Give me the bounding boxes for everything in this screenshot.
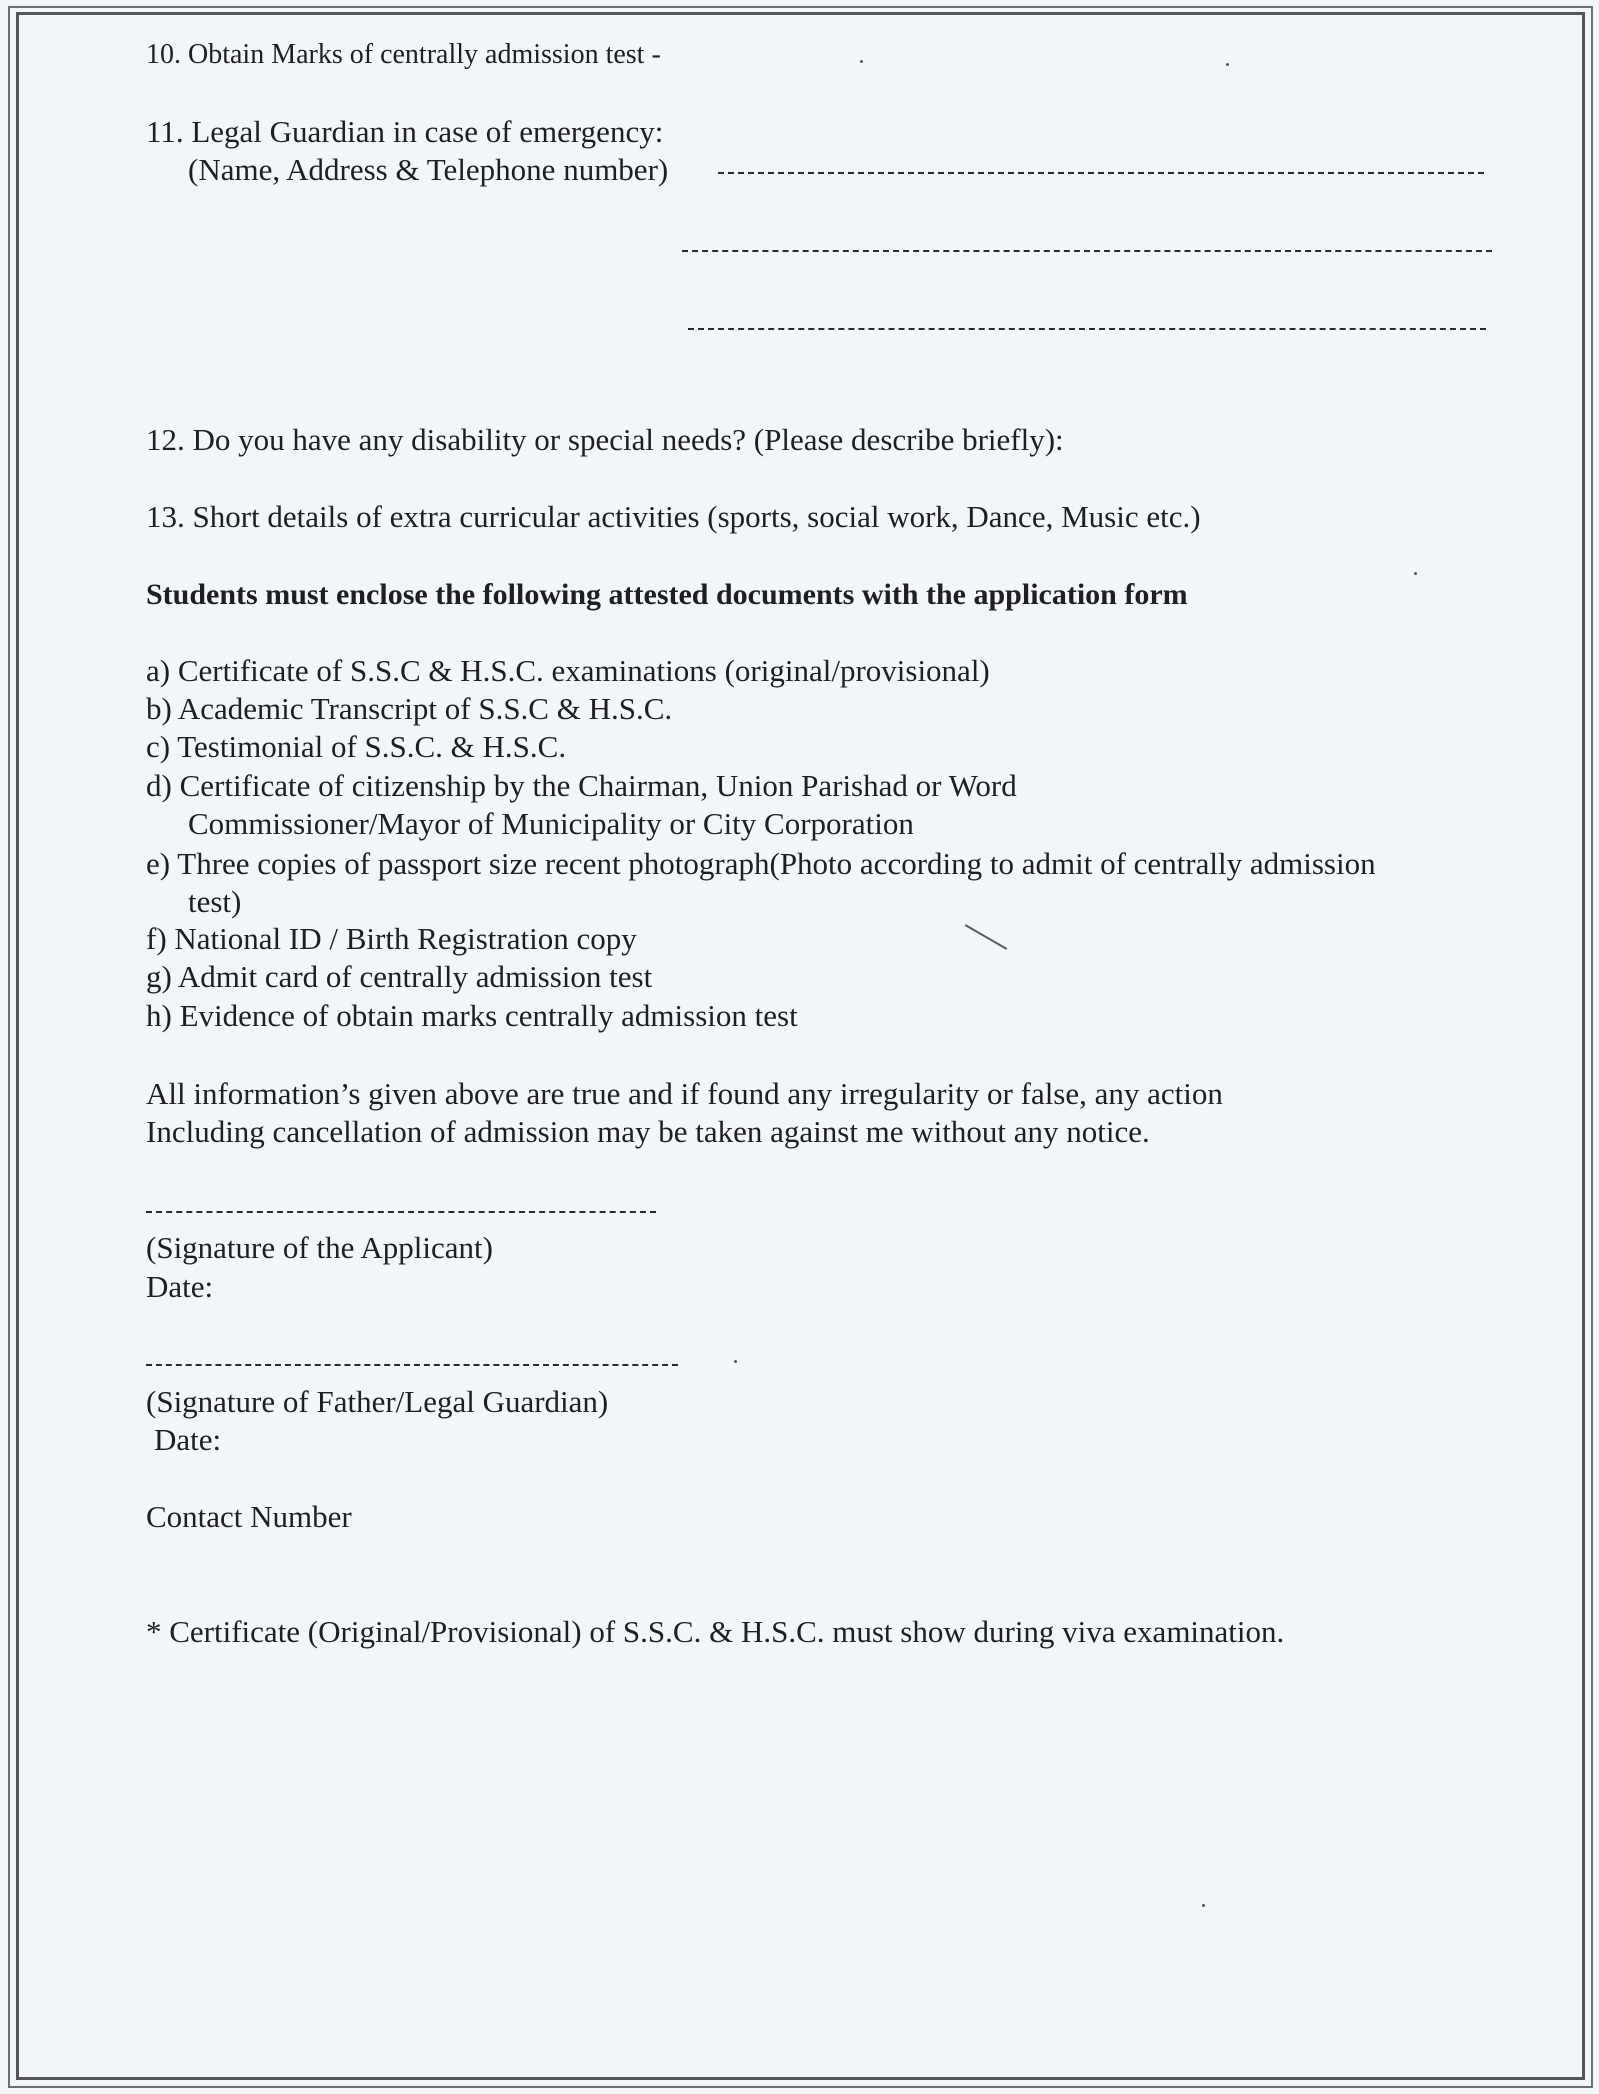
document-item: a) Certificate of S.S.C & H.S.C. examinations (original/provisional)	[146, 653, 990, 688]
document-item: d) Certificate of citizenship by the Chairman, Union Parishad or Word	[146, 768, 1017, 803]
document-item: e) Three copies of passport size recent photograph(Photo according to admit of centrally admission	[146, 846, 1376, 881]
document-item: c) Testimonial of S.S.C. & H.S.C.	[146, 729, 567, 764]
guardian-answer-line-3[interactable]	[688, 328, 1486, 330]
scan-speck	[1414, 572, 1417, 575]
documents-heading: Students must enclose the following attested documents with the application form	[146, 578, 1188, 611]
applicant-date-label: Date:	[146, 1269, 214, 1304]
scan-speck	[1226, 63, 1229, 66]
scan-speck	[734, 1360, 737, 1363]
document-item-continuation: Commissioner/Mayor of Municipality or City Corporation	[188, 806, 914, 841]
guardian-signature-label: (Signature of Father/Legal Guardian)	[146, 1384, 609, 1419]
guardian-signature-line[interactable]	[146, 1364, 678, 1366]
document-item-continuation: test)	[188, 884, 242, 919]
guardian-answer-line-2[interactable]	[682, 250, 1492, 252]
question-13: 13. Short details of extra curricular activities (sports, social work, Dance, Music etc.)	[146, 499, 1201, 534]
question-11-title: 11. Legal Guardian in case of emergency:	[146, 114, 664, 149]
document-item: f) National ID / Birth Registration copy	[146, 921, 637, 956]
question-12: 12. Do you have any disability or special needs? (Please describe briefly):	[146, 422, 1064, 457]
question-11-subtitle: (Name, Address & Telephone number)	[188, 152, 669, 187]
scan-speck	[1202, 1904, 1205, 1907]
guardian-date-label: Date:	[154, 1422, 222, 1457]
question-10: 10. Obtain Marks of centrally admission test -	[146, 39, 661, 70]
document-item: g) Admit card of centrally admission test	[146, 959, 653, 994]
scan-speck	[860, 60, 863, 63]
declaration-line-1: All information’s given above are true and if found any irregularity or false, any action	[146, 1076, 1223, 1111]
document-item: h) Evidence of obtain marks centrally admission test	[146, 998, 798, 1033]
document-item: b) Academic Transcript of S.S.C & H.S.C.	[146, 691, 673, 726]
applicant-signature-label: (Signature of the Applicant)	[146, 1230, 493, 1265]
declaration-line-2: Including cancellation of admission may be taken against me without any notice.	[146, 1114, 1150, 1149]
page-border-inner	[16, 12, 1585, 2080]
guardian-answer-line-1[interactable]	[718, 172, 1484, 174]
contact-number-label: Contact Number	[146, 1499, 352, 1534]
footnote: * Certificate (Original/Provisional) of S.S.C. & H.S.C. must show during viva examination.	[146, 1614, 1285, 1649]
applicant-signature-line[interactable]	[146, 1211, 656, 1213]
